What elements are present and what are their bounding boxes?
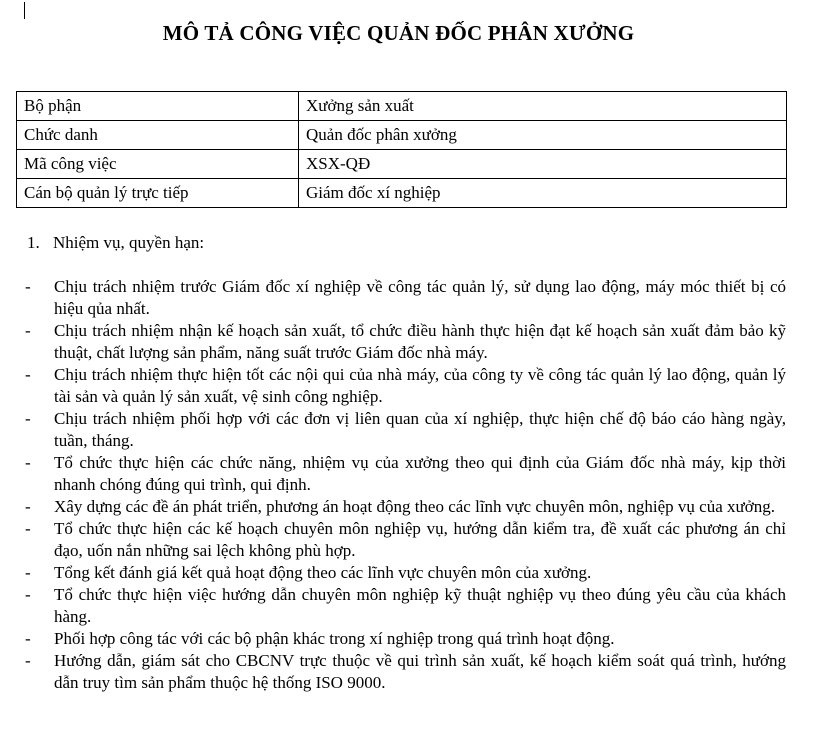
list-item	[25, 584, 786, 628]
table-row	[17, 179, 787, 208]
bullet-dash: -	[25, 629, 31, 648]
duty-text: Xây dựng các đề án phát triển, phương án hoạt động theo các lĩnh vực chuyên môn, nghiệp vụ của xưởng.	[54, 497, 775, 516]
list-item	[25, 364, 786, 408]
info-value: Xưởng sản xuất	[299, 92, 787, 121]
bullet-dash: -	[25, 585, 31, 604]
list-item	[25, 496, 786, 518]
list-item	[25, 650, 786, 694]
info-value: Quản đốc phân xưởng	[299, 121, 787, 150]
duty-text: Tổ chức thực hiện việc hướng dẫn chuyên môn nghiệp kỹ thuật nghiệp vụ theo đúng yêu cầu của khách hàng.	[54, 585, 786, 626]
section-title: Nhiệm vụ, quyền hạn:	[53, 233, 205, 252]
duty-text: Chịu trách nhiệm thực hiện tốt các nội qui của nhà máy, của công ty về công tác quản lý lao động, quản lý tài sản và quản lý sản xuất, vệ sinh công nghiệp.	[54, 365, 786, 406]
duties-list	[25, 276, 786, 694]
bullet-dash: -	[25, 497, 31, 516]
list-item	[25, 518, 786, 562]
job-info-table	[16, 91, 787, 208]
duty-text: Chịu trách nhiệm phối hợp với các đơn vị liên quan của xí nghiệp, thực hiện chế độ báo cáo hàng ngày, tuần, tháng.	[54, 409, 786, 450]
section-number: 1.	[27, 233, 40, 252]
table-row	[17, 121, 787, 150]
duty-text: Tổ chức thực hiện các chức năng, nhiệm vụ của xưởng theo qui định của Giám đốc nhà máy, kịp thời nhanh chóng đúng qui trình, qui định.	[54, 453, 786, 494]
bullet-dash: -	[25, 519, 31, 538]
bullet-dash: -	[25, 321, 31, 340]
info-value: XSX-QĐ	[299, 150, 787, 179]
info-label: Chức danh	[17, 121, 299, 150]
list-item	[25, 320, 786, 364]
duty-text: Phối hợp công tác với các bộ phận khác trong xí nghiệp trong quá trình hoạt động.	[54, 629, 615, 648]
list-item	[25, 408, 786, 452]
duty-text: Tổ chức thực hiện các kế hoạch chuyên môn nghiệp vụ, hướng dẫn kiểm tra, đề xuất các phương án chỉ đạo, uốn nắn những sai lệch không phù hợp.	[54, 519, 786, 560]
duty-text: Hướng dẫn, giám sát cho CBCNV trực thuộc về qui trình sản xuất, kế hoạch kiểm soát quá trình, hướng dẫn truy tìm sản phẩm thuộc hệ thống ISO 9000.	[54, 651, 786, 692]
section-heading	[27, 233, 204, 253]
bullet-dash: -	[25, 365, 31, 384]
table-row	[17, 150, 787, 179]
bullet-dash: -	[25, 453, 31, 472]
list-item	[25, 628, 786, 650]
table-row	[17, 92, 787, 121]
info-value: Giám đốc xí nghiệp	[299, 179, 787, 208]
duty-text: Tổng kết đánh giá kết quả hoạt động theo các lĩnh vực chuyên môn của xưởng.	[54, 563, 592, 582]
document-title: MÔ TẢ CÔNG VIỆC QUẢN ĐỐC PHÂN XƯỞNG	[162, 21, 635, 45]
list-item	[25, 452, 786, 496]
bullet-dash: -	[25, 651, 31, 670]
bullet-dash: -	[25, 409, 31, 428]
list-item	[25, 276, 786, 320]
bullet-dash: -	[25, 563, 31, 582]
info-label: Cán bộ quản lý trực tiếp	[17, 179, 299, 208]
duty-text: Chịu trách nhiệm trước Giám đốc xí nghiệp về công tác quản lý, sử dụng lao động, máy móc thiết bị có hiệu qủa nhất.	[54, 277, 786, 318]
info-label: Bộ phận	[17, 92, 299, 121]
duty-text: Chịu trách nhiệm nhận kế hoạch sản xuất, tổ chức điều hành thực hiện đạt kế hoạch sản xuất đảm bảo kỹ thuật, chất lượng sản phẩm, năng suất trước Giám đốc nhà máy.	[54, 321, 786, 362]
info-label: Mã công việc	[17, 150, 299, 179]
text-cursor	[24, 2, 25, 19]
list-item	[25, 562, 786, 584]
bullet-dash: -	[25, 277, 31, 296]
